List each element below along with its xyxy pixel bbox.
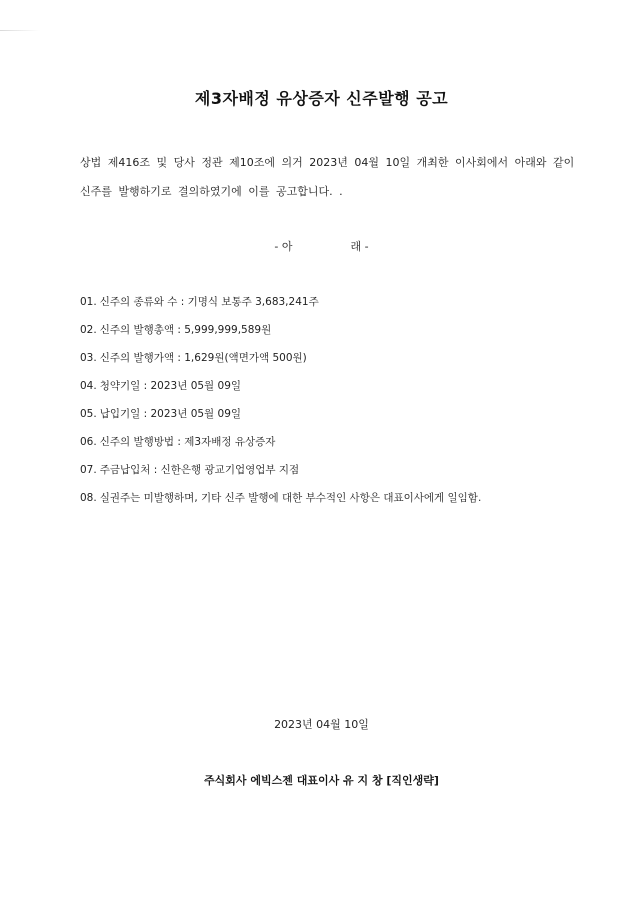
notice-date: 2023년 04월 10일	[274, 718, 369, 731]
section-heading-below	[0, 238, 643, 254]
item-number: 05.	[80, 408, 97, 420]
item-text: 신주의 종류와 수 : 기명식 보통주 3,683,241주	[99, 296, 319, 308]
scan-artifact	[0, 30, 40, 31]
item-number: 02.	[80, 324, 97, 336]
item-text: 주금납입처 : 신한은행 광교기업영업부 지점	[99, 464, 300, 476]
intro-line-2: 신주를 발행하기로 결의하였기에 이를 공고합니다. .	[80, 185, 343, 198]
item-number: 08.	[80, 492, 97, 504]
list-item	[80, 406, 600, 434]
list-item	[80, 350, 600, 378]
list-item	[80, 322, 600, 350]
intro-line-1: 상법 제416조 및 당사 정관 제10조에 의거 2023년 04월 10일 개최한 이사회에서 아래와 같이	[80, 156, 575, 169]
list-item	[80, 294, 600, 322]
company-signature: 주식회사 에빅스젠 대표이사 유 지 창 [직인생략]	[204, 774, 439, 787]
list-item	[80, 378, 600, 406]
document-title: 제3자배정 유상증자 신주발행 공고	[194, 89, 449, 108]
item-number: 07.	[80, 464, 97, 476]
item-text: 신주의 발행가액 : 1,629원(액면가액 500원)	[99, 352, 307, 364]
notice-items-list	[80, 294, 600, 518]
item-text: 신주의 발행방법 : 제3자배정 유상증자	[99, 436, 276, 448]
item-text: 실권주는 미발행하며, 기타 신주 발행에 대한 부수적인 사항은 대표이사에게 일임함.	[99, 492, 482, 504]
item-number: 04.	[80, 380, 97, 392]
list-item	[80, 434, 600, 462]
item-number: 01.	[80, 296, 97, 308]
item-text: 납입기일 : 2023년 05월 09일	[99, 408, 242, 420]
list-item	[80, 462, 600, 490]
section-heading-right: 래 -	[350, 240, 369, 253]
item-text: 청약기일 : 2023년 05월 09일	[99, 380, 242, 392]
item-number: 03.	[80, 352, 97, 364]
item-text: 신주의 발행총액 : 5,999,999,589원	[99, 324, 272, 336]
item-number: 06.	[80, 436, 97, 448]
list-item	[80, 490, 600, 518]
section-heading-left: - 아	[274, 240, 293, 253]
